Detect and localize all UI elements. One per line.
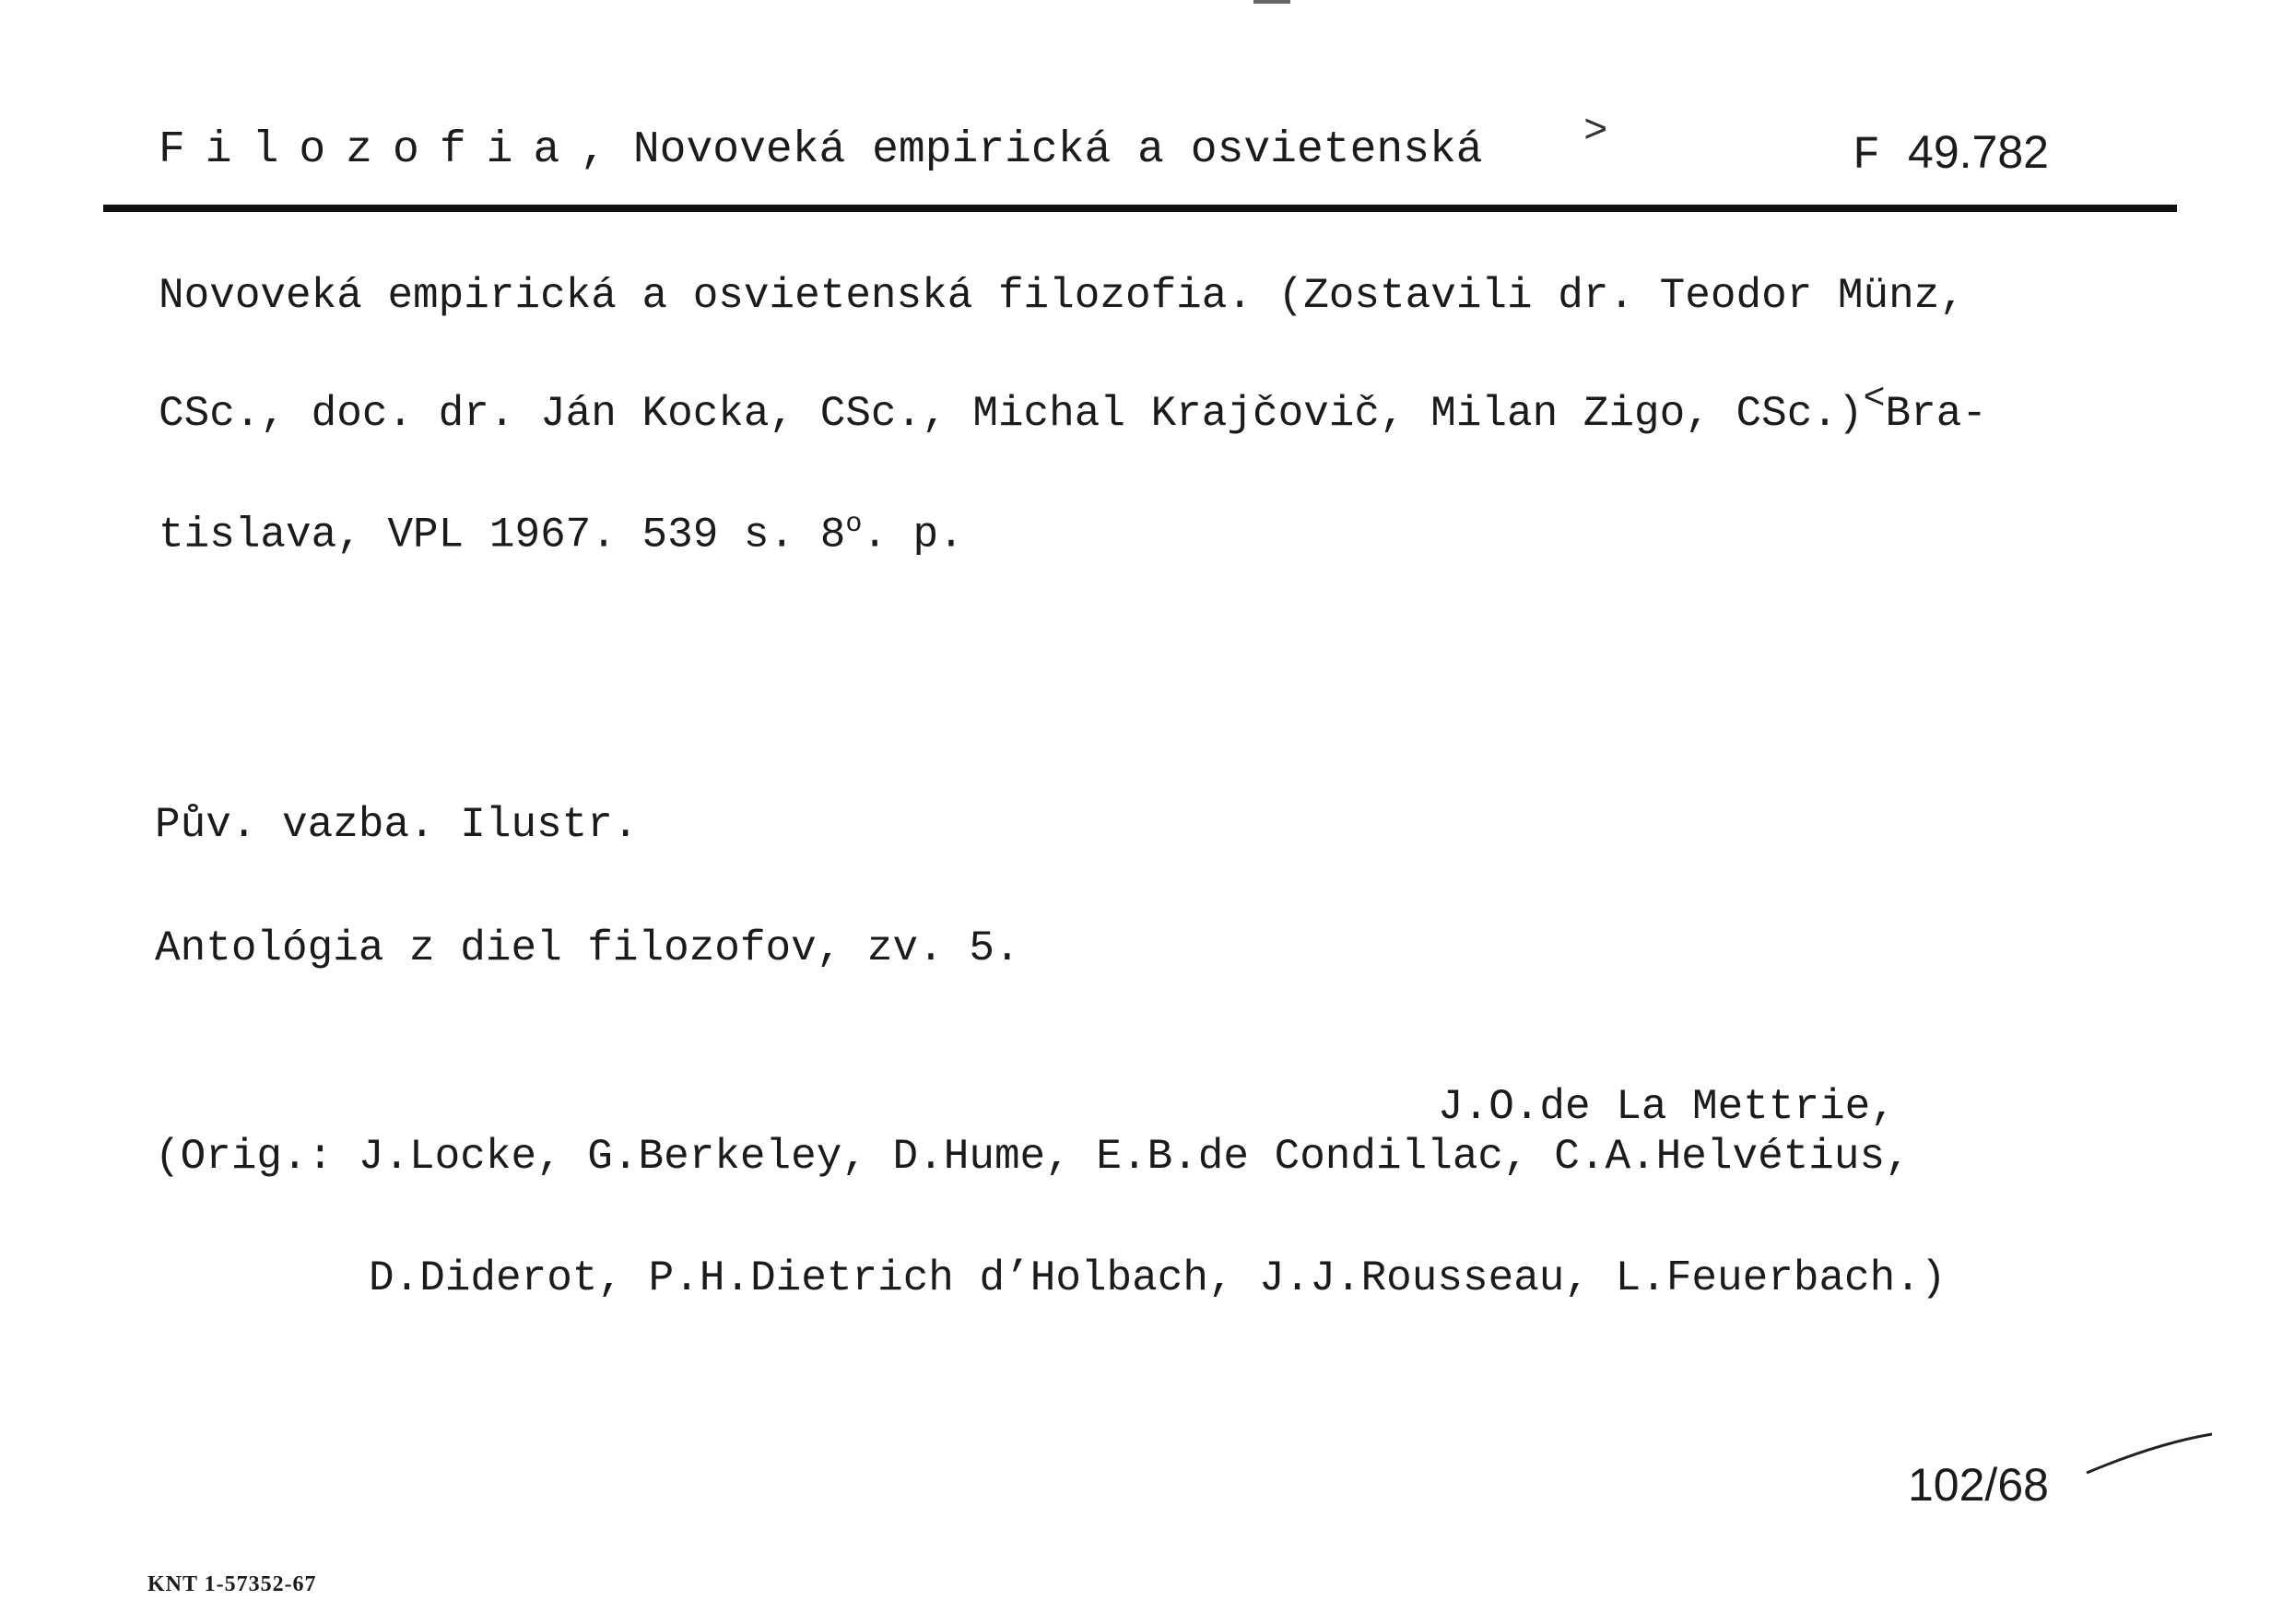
shelfmark-number: 49.782	[1908, 126, 2049, 178]
body-line-3-text: tislava, VPL 1967. 539 s. 8	[159, 511, 846, 559]
body-line-2-text: CSc., doc. dr. Ján Kocka, CSc., Michal Krajčovič, Milan Zigo, CSc.)	[159, 390, 1864, 438]
body-line-2-tail: Bra-	[1885, 390, 1987, 438]
top-smudge	[1253, 0, 1290, 4]
original-authors-line-2: D.Diderot, P.H.Dietrich d’Holbach, J.J.Rousseau, L.Feuerbach.)	[369, 1254, 1947, 1302]
form-code: KNT 1-57352-67	[147, 1572, 317, 1596]
body-line-2	[159, 379, 1987, 438]
body-line-3-tail: . p.	[862, 511, 964, 559]
insertion-above-line: J.O.de La Mettrie,	[1438, 1083, 1896, 1131]
body-line-3	[159, 509, 964, 559]
format-degree: o	[845, 509, 863, 540]
card-heading	[159, 125, 1483, 175]
original-authors-line-1: (Orig.: J.Locke, G.Berkeley, D.Hume, E.B.de Condillac, C.A.Helvétius,	[155, 1133, 1911, 1181]
pen-stroke-mark	[2085, 1430, 2214, 1477]
shelfmark	[1853, 125, 2049, 182]
heading-handwritten-mark: >	[1583, 109, 1608, 155]
heading-subject: Filozofia	[159, 125, 581, 175]
body-line-1: Novoveká empirická a osvietenská filozofia. (Zostavili dr. Teodor Münz,	[159, 272, 1965, 320]
shelfmark-prefix: F	[1853, 130, 1881, 182]
note-series: Antológia z diel filozofov, zv. 5.	[155, 924, 1020, 972]
heading-subtitle: , Novoveká empirická a osvietenská	[580, 125, 1483, 175]
insert-caret-mark: <	[1863, 379, 1886, 420]
note-binding: Pův. vazba. Ilustr.	[155, 801, 639, 849]
heading-rule	[103, 205, 2177, 212]
accession-number: 102/68	[1908, 1459, 2049, 1511]
